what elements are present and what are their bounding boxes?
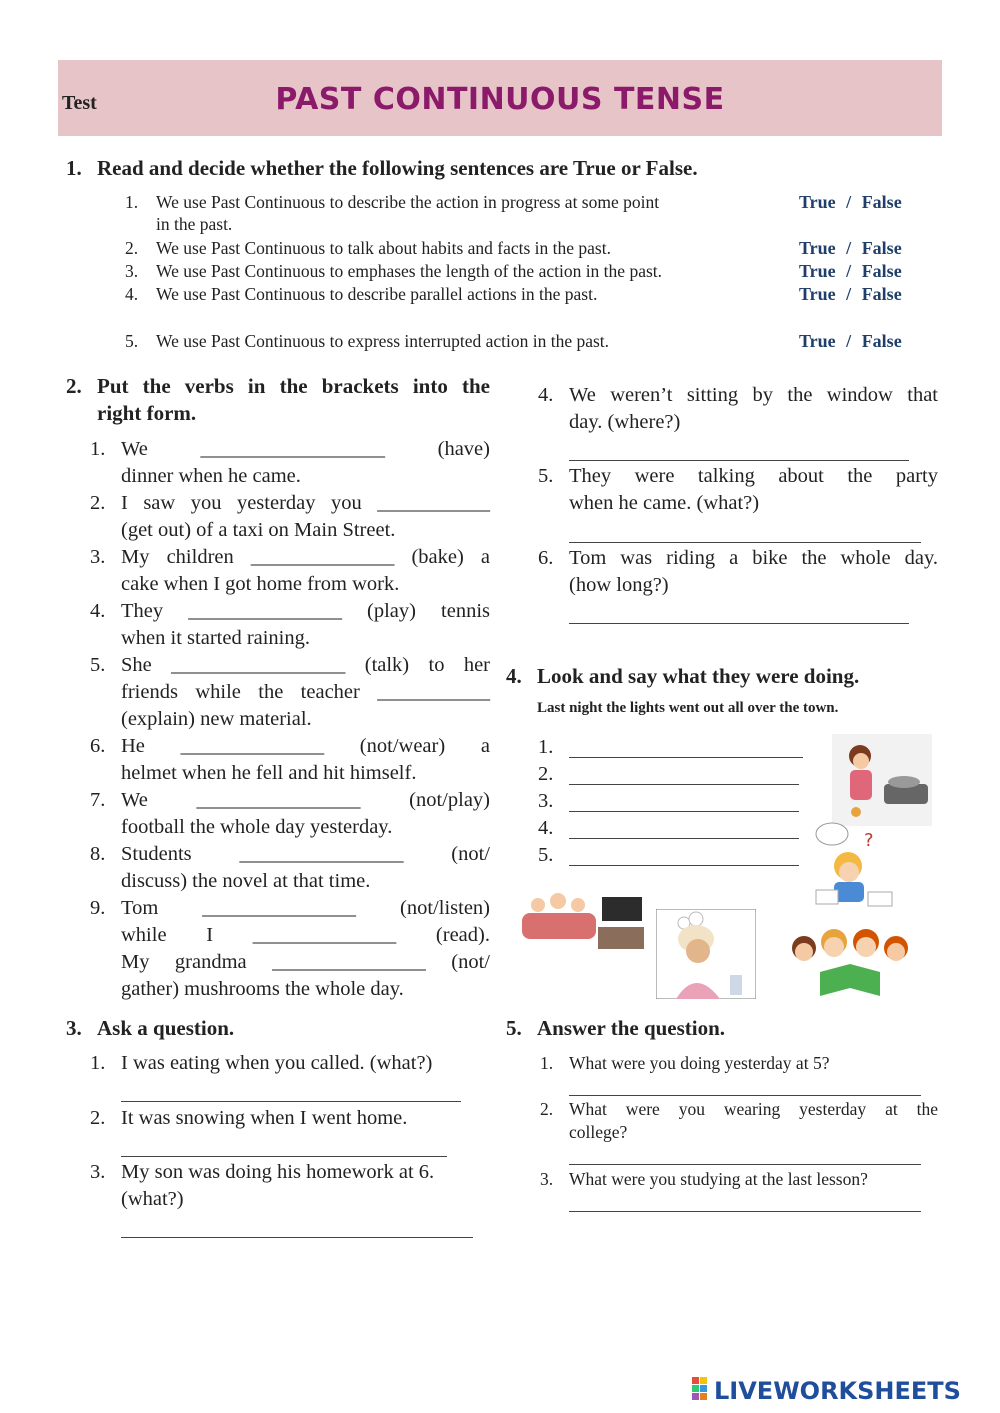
false-option[interactable]: False <box>861 238 902 258</box>
section4-title: Look and say what they were doing. <box>537 664 860 688</box>
s3-item-number: 1. <box>90 1052 106 1074</box>
page-title: PAST CONTINUOUS TENSE <box>275 82 725 117</box>
s2-item-text-cont: dinner when he came. <box>121 465 301 487</box>
s2-item-text-cont: friends while the teacher ___________ <box>121 681 490 703</box>
answer-line[interactable] <box>569 542 921 543</box>
answer-line[interactable] <box>569 1164 921 1165</box>
s5-item-number: 2. <box>540 1099 554 1119</box>
s2-item-text: We ________________ (not/play) <box>121 789 490 811</box>
section3-title: Ask a question. <box>97 1016 235 1040</box>
answer-line[interactable] <box>569 865 799 866</box>
section2-title: Put the verbs in the brackets into the <box>97 374 490 398</box>
kids-reading-image <box>786 922 916 998</box>
s4-item-number: 3. <box>538 790 554 812</box>
s2-item-text: Tom _______________ (not/listen) <box>121 897 490 919</box>
true-option[interactable]: True <box>799 284 836 304</box>
true-false-choice-1[interactable] <box>799 192 902 213</box>
answer-line[interactable] <box>569 460 909 461</box>
answer-line[interactable] <box>569 623 909 624</box>
s5-item-number: 1. <box>540 1053 554 1073</box>
s1-item-number: 4. <box>125 284 139 304</box>
true-false-choice-5[interactable] <box>799 331 902 352</box>
separator: / <box>846 261 852 281</box>
s2-item-text: My children ______________ (bake) a <box>121 546 490 568</box>
s2-item-number: 4. <box>90 600 106 622</box>
rq-item-text: We weren’t sitting by the window that <box>569 384 938 406</box>
s2-item-text: He ______________ (not/wear) a <box>121 735 490 757</box>
test-label: Test <box>62 92 97 114</box>
section3-number: 3. <box>66 1016 82 1040</box>
s1-item-number: 5. <box>125 331 139 351</box>
false-option[interactable]: False <box>861 331 902 351</box>
s2-item-text: She _________________ (talk) to her <box>121 654 490 676</box>
true-option[interactable]: True <box>799 331 836 351</box>
section1-number: 1. <box>66 156 82 180</box>
s1-item-number: 3. <box>125 261 139 281</box>
answer-line[interactable] <box>121 1101 461 1102</box>
s5-item-text: What were you wearing yesterday at the <box>569 1099 938 1119</box>
s2-item-text: We __________________ (have) <box>121 438 490 460</box>
s4-item-number: 5. <box>538 844 554 866</box>
separator: / <box>846 284 852 304</box>
separator: / <box>846 238 852 258</box>
s2-item-number: 7. <box>90 789 106 811</box>
true-option[interactable]: True <box>799 192 836 212</box>
s2-item-number: 3. <box>90 546 106 568</box>
section2-title-cont: right form. <box>97 401 197 425</box>
s4-item-number: 4. <box>538 817 554 839</box>
separator: / <box>846 192 852 212</box>
kid-thinking-image <box>808 820 902 912</box>
s2-item-text-cont: cake when I got home from work. <box>121 573 400 595</box>
section4-subtitle: Last night the lights went out all over the town. <box>537 700 839 716</box>
rq-item-number: 5. <box>538 465 554 487</box>
s1-item-text: We use Past Continuous to express interrupted action in the past. <box>156 331 610 351</box>
liveworksheets-logo-text: LIVEWORKSHEETS <box>714 1377 961 1405</box>
s2-item-number: 5. <box>90 654 106 676</box>
s2-item-text-cont: (get out) of a taxi on Main Street. <box>121 519 396 541</box>
answer-line[interactable] <box>569 757 803 758</box>
true-false-choice-4[interactable] <box>799 284 902 305</box>
s5-item-text-cont: college? <box>569 1122 628 1142</box>
header-banner <box>58 60 942 136</box>
s2-item-text-cont: discuss) the novel at that time. <box>121 870 371 892</box>
s2-item-text-cont: when it started raining. <box>121 627 311 649</box>
s3-item-text: My son was doing his homework at 6. <box>121 1161 435 1183</box>
s2-item-number: 9. <box>90 897 106 919</box>
false-option[interactable]: False <box>861 261 902 281</box>
false-option[interactable]: False <box>861 192 902 212</box>
s2-item-number: 6. <box>90 735 106 757</box>
true-false-choice-2[interactable] <box>799 238 902 259</box>
false-option[interactable]: False <box>861 284 902 304</box>
true-option[interactable]: True <box>799 238 836 258</box>
s1-item-text: We use Past Continuous to emphases the length of the action in the past. <box>156 261 663 281</box>
answer-line[interactable] <box>121 1237 473 1238</box>
cooking-image <box>832 734 932 826</box>
true-false-choice-3[interactable] <box>799 261 902 282</box>
s4-item-number: 2. <box>538 763 554 785</box>
answer-line[interactable] <box>569 1095 921 1096</box>
section2-number: 2. <box>66 374 82 398</box>
question-mark-glyph: ? <box>864 830 874 851</box>
s2-item-number: 2. <box>90 492 106 514</box>
s2-item-text-cont: gather) mushrooms the whole day. <box>121 978 404 1000</box>
s1-item-number: 1. <box>125 192 139 212</box>
s1-item-text-cont: in the past. <box>156 214 233 234</box>
answer-line[interactable] <box>569 838 799 839</box>
section5-number: 5. <box>506 1016 522 1040</box>
rq-item-text: They were talking about the party <box>569 465 938 487</box>
s2-item-number: 8. <box>90 843 106 865</box>
s4-item-number: 1. <box>538 736 554 758</box>
s3-item-text: It was snowing when I went home. <box>121 1107 408 1129</box>
separator: / <box>846 331 852 351</box>
s2-item-text: They _______________ (play) tennis <box>121 600 490 622</box>
s3-item-number: 3. <box>90 1161 106 1183</box>
s2-item-text-cont: helmet when he fell and hit himself. <box>121 762 417 784</box>
section5-title: Answer the question. <box>537 1016 726 1040</box>
section1-title: Read and decide whether the following sentences are True or False. <box>97 156 698 180</box>
liveworksheets-logo <box>692 1373 992 1405</box>
s3-item-text-cont: (what?) <box>121 1188 184 1210</box>
s3-item-text: I was eating when you called. (what?) <box>121 1052 433 1074</box>
rq-item-text-cont: when he came. (what?) <box>569 492 760 514</box>
family-tv-image <box>522 883 650 953</box>
rq-item-number: 6. <box>538 547 554 569</box>
true-option[interactable]: True <box>799 261 836 281</box>
rq-item-text-cont: (how long?) <box>569 574 669 596</box>
answer-line[interactable] <box>121 1156 447 1157</box>
s5-item-text: What were you studying at the last lesson? <box>569 1169 868 1189</box>
answer-line[interactable] <box>569 1211 921 1212</box>
answer-line[interactable] <box>569 784 799 785</box>
s1-item-text: We use Past Continuous to talk about habits and facts in the past. <box>156 238 611 258</box>
s1-item-text: We use Past Continuous to describe parallel actions in the past. <box>156 284 598 304</box>
s5-item-text: What were you doing yesterday at 5? <box>569 1053 830 1073</box>
s1-item-text: We use Past Continuous to describe the action in progress at some point <box>156 192 660 212</box>
s5-item-number: 3. <box>540 1169 554 1189</box>
s2-item-text-cont: (explain) new material. <box>121 708 312 730</box>
rq-item-number: 4. <box>538 384 554 406</box>
rq-item-text: Tom was riding a bike the whole day. <box>569 547 938 569</box>
section4-number: 4. <box>506 664 522 688</box>
s2-item-text: Students ________________ (not/ <box>121 843 490 865</box>
s2-item-text: I saw you yesterday you ___________ <box>121 492 490 514</box>
s2-item-text-cont: football the whole day yesterday. <box>121 816 393 838</box>
answer-line[interactable] <box>569 811 799 812</box>
s2-item-number: 1. <box>90 438 106 460</box>
rq-item-text-cont: day. (where?) <box>569 411 681 433</box>
s1-item-number: 2. <box>125 238 139 258</box>
s3-item-number: 2. <box>90 1107 106 1129</box>
s2-item-text-cont: while I ______________ (read). <box>121 924 490 946</box>
washing-hair-image <box>656 909 756 999</box>
s2-item-text-cont: My grandma _______________ (not/ <box>121 951 490 973</box>
